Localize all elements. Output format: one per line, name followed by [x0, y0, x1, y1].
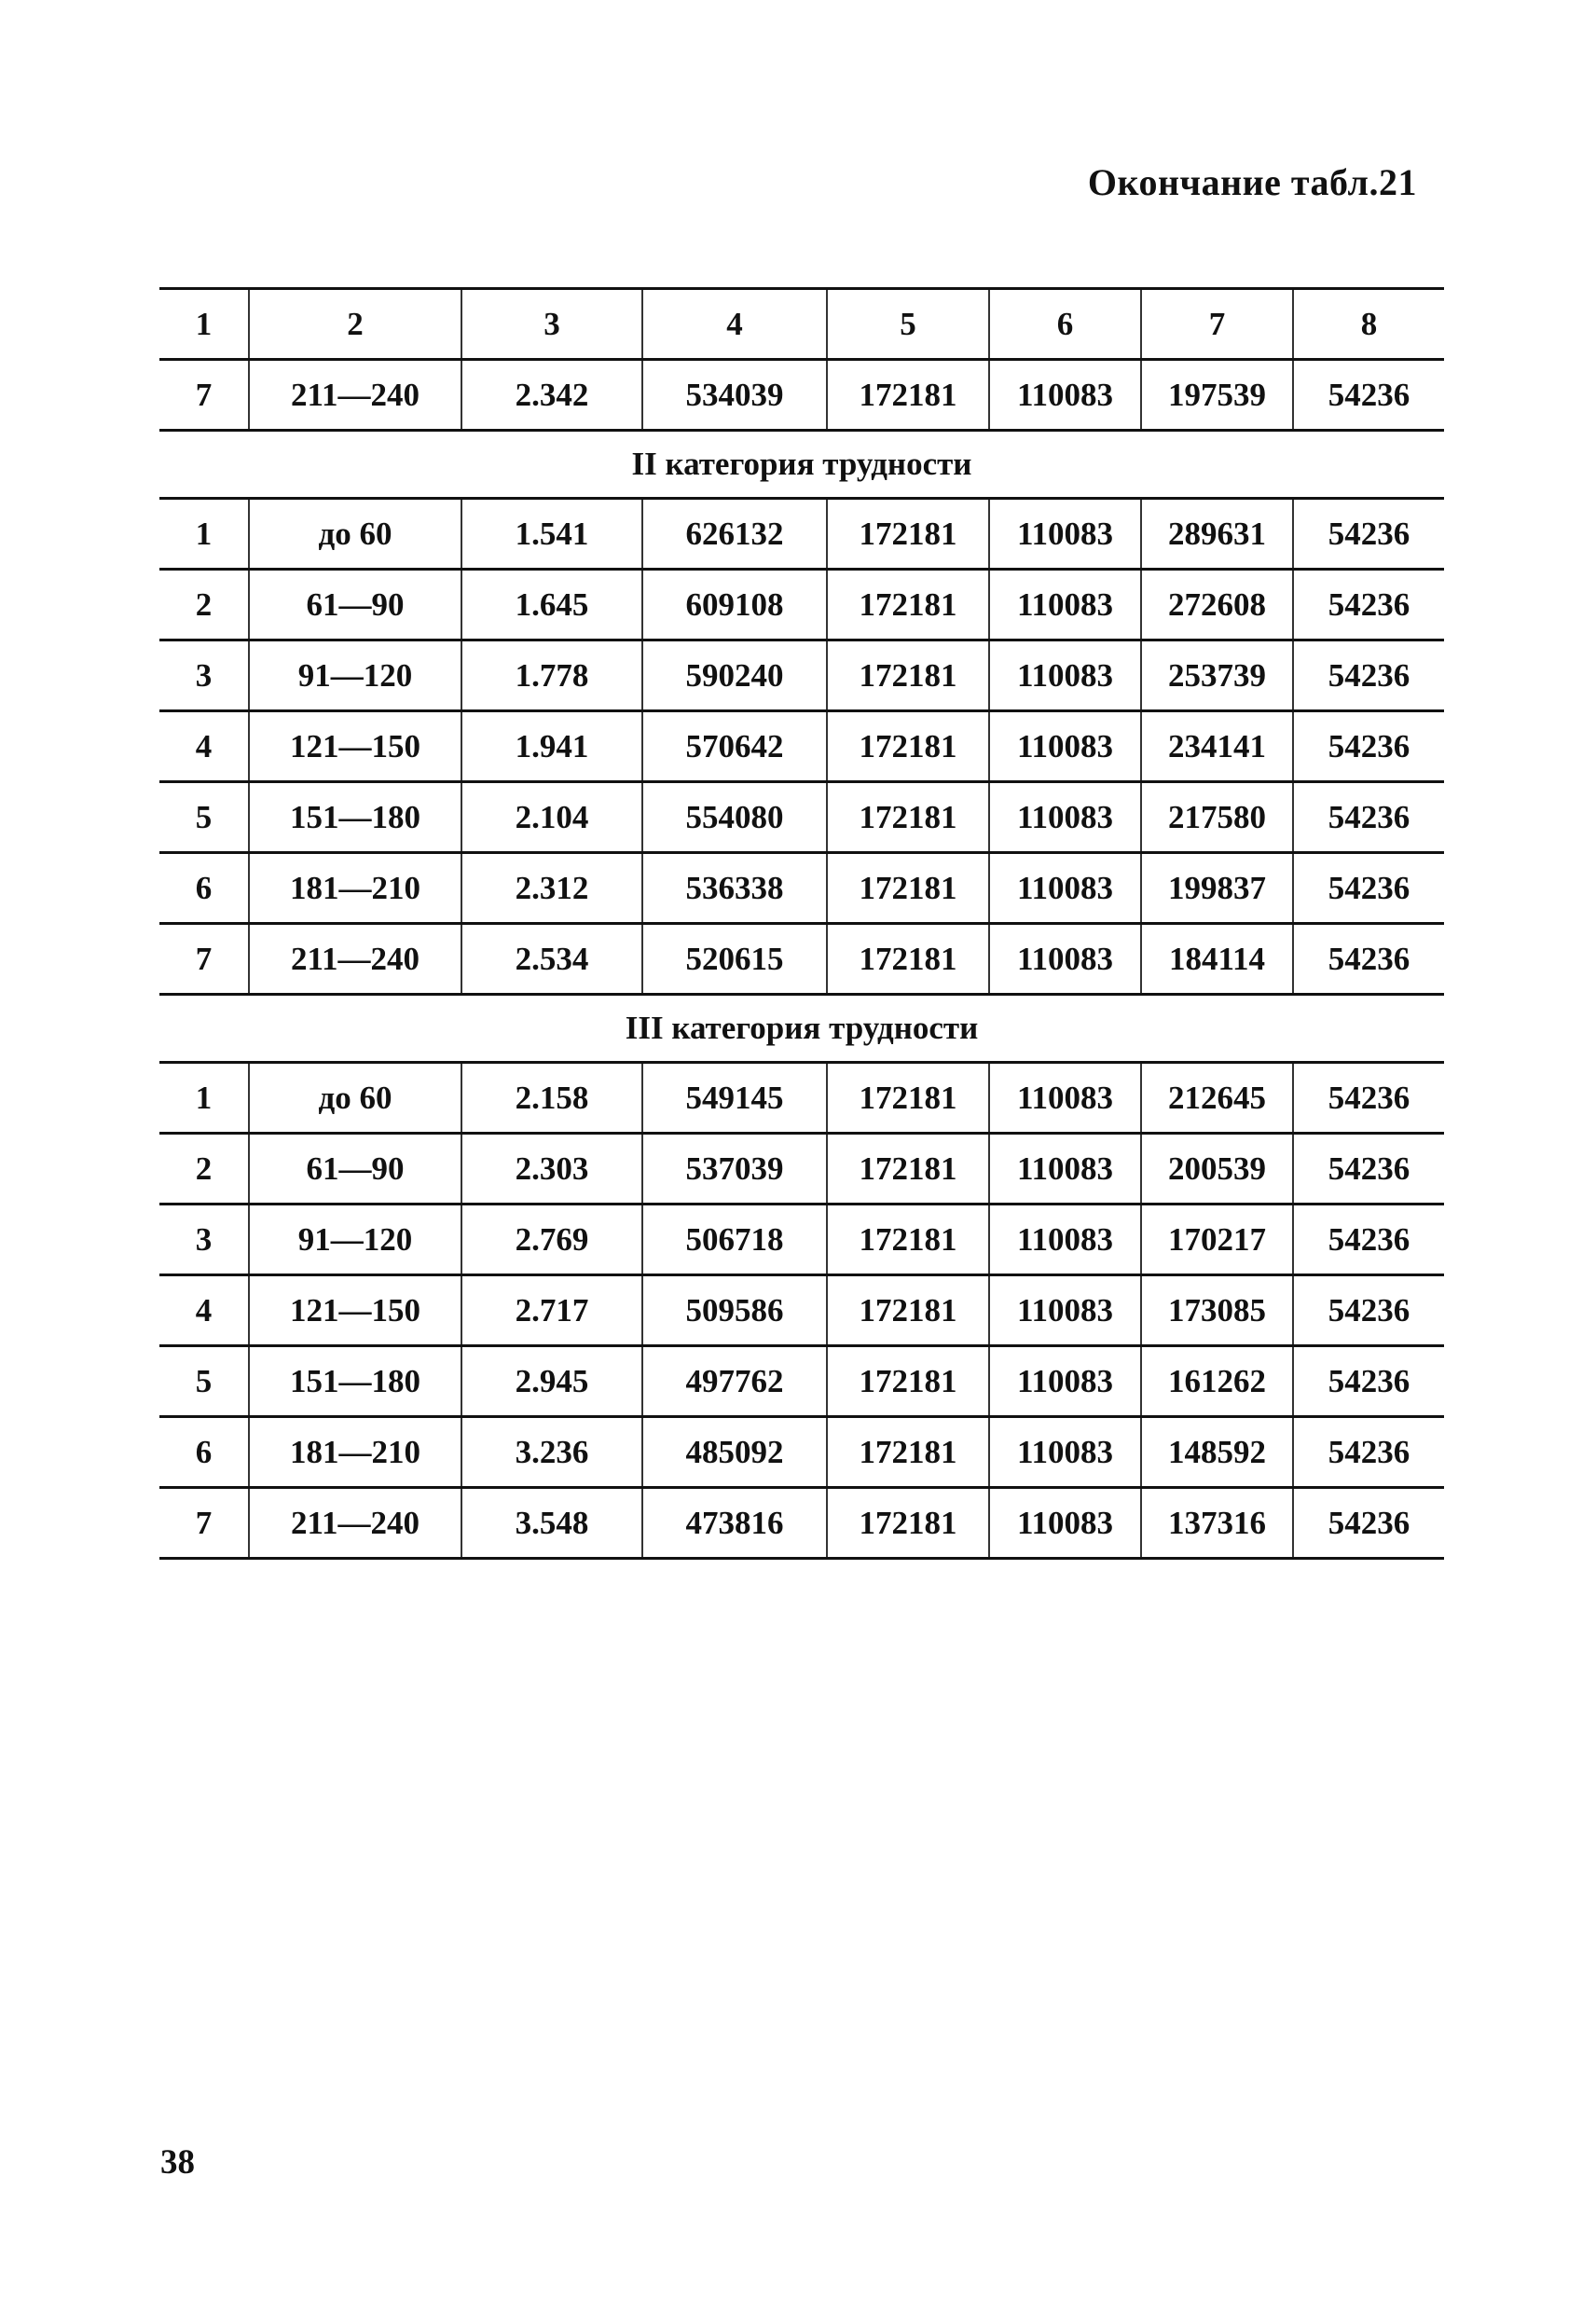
table-cell: 1 [159, 289, 249, 360]
table-cell: 54236 [1293, 570, 1444, 640]
table-row [159, 711, 1444, 782]
table-cell: 110083 [989, 1063, 1141, 1134]
table-cell: 485092 [642, 1417, 827, 1488]
table-cell: 1.645 [461, 570, 642, 640]
table-cell: 272608 [1141, 570, 1293, 640]
section-heading-row [159, 995, 1444, 1063]
table-cell: 2.945 [461, 1346, 642, 1417]
section-heading: III категория трудности [159, 995, 1444, 1063]
table-row [159, 782, 1444, 853]
table-row [159, 1346, 1444, 1417]
table-cell: 7 [159, 360, 249, 431]
table-cell: 172181 [827, 1417, 989, 1488]
table-cell: 173085 [1141, 1275, 1293, 1346]
table-cell: 161262 [1141, 1346, 1293, 1417]
table-cell: 3.548 [461, 1488, 642, 1559]
table-cell: 110083 [989, 782, 1141, 853]
table-cell: до 60 [249, 499, 461, 570]
section-heading-row [159, 431, 1444, 499]
table-cell: 172181 [827, 924, 989, 995]
table-cell: 6 [159, 853, 249, 924]
table-row [159, 1063, 1444, 1134]
table-cell: 626132 [642, 499, 827, 570]
table-cell: 289631 [1141, 499, 1293, 570]
table-cell: 110083 [989, 360, 1141, 431]
table-cell: 110083 [989, 570, 1141, 640]
table-cell: 172181 [827, 853, 989, 924]
table-cell: 151—180 [249, 782, 461, 853]
table-cell: 3 [159, 640, 249, 711]
table-cell: 54236 [1293, 711, 1444, 782]
table-cell: 61—90 [249, 570, 461, 640]
table-cell: 6 [159, 1417, 249, 1488]
table-cell: 172181 [827, 1488, 989, 1559]
table-cell: 172181 [827, 360, 989, 431]
table-cell: 54236 [1293, 1205, 1444, 1275]
table-cell: 2.717 [461, 1275, 642, 1346]
table-cell: 54236 [1293, 499, 1444, 570]
table-cell: 172181 [827, 711, 989, 782]
table-cell: до 60 [249, 1063, 461, 1134]
table-cell: 5 [159, 782, 249, 853]
table-cell: 234141 [1141, 711, 1293, 782]
table-cell: 211—240 [249, 360, 461, 431]
table-cell: 200539 [1141, 1134, 1293, 1205]
table-row [159, 640, 1444, 711]
table-cell: 536338 [642, 853, 827, 924]
table-cell: 509586 [642, 1275, 827, 1346]
table-cell: 151—180 [249, 1346, 461, 1417]
table-cell: 2.342 [461, 360, 642, 431]
table-cell: 2.312 [461, 853, 642, 924]
page-number: 38 [160, 2143, 195, 2182]
table-cell: 110083 [989, 711, 1141, 782]
table-cell: 54236 [1293, 1063, 1444, 1134]
table-cell: 54236 [1293, 1275, 1444, 1346]
header-row [159, 289, 1444, 360]
table-cell: 181—210 [249, 853, 461, 924]
table-cell: 1.541 [461, 499, 642, 570]
table-cell: 61—90 [249, 1134, 461, 1205]
table-cell: 110083 [989, 924, 1141, 995]
table-cell: 110083 [989, 1417, 1141, 1488]
table-cell: 497762 [642, 1346, 827, 1417]
table-cell: 121—150 [249, 711, 461, 782]
table-cell: 537039 [642, 1134, 827, 1205]
table-cell: 54236 [1293, 1134, 1444, 1205]
table-cell: 534039 [642, 360, 827, 431]
table-cell: 172181 [827, 1134, 989, 1205]
table-row [159, 853, 1444, 924]
table-cell: 212645 [1141, 1063, 1293, 1134]
table-cell: 110083 [989, 1205, 1141, 1275]
table-cell: 5 [159, 1346, 249, 1417]
table-cell: 172181 [827, 1205, 989, 1275]
table-cell: 172181 [827, 570, 989, 640]
table-cell: 110083 [989, 1134, 1141, 1205]
table-cell: 253739 [1141, 640, 1293, 711]
table-row [159, 570, 1444, 640]
table-row [159, 924, 1444, 995]
table-cell: 1.941 [461, 711, 642, 782]
table-cell: 2.769 [461, 1205, 642, 1275]
table-cell: 172181 [827, 1063, 989, 1134]
table-cell: 1 [159, 1063, 249, 1134]
table-cell: 211—240 [249, 1488, 461, 1559]
table-cell: 2.303 [461, 1134, 642, 1205]
table-cell: 2.158 [461, 1063, 642, 1134]
table-cell: 3 [461, 289, 642, 360]
table-cell: 2.104 [461, 782, 642, 853]
table-cell: 7 [159, 924, 249, 995]
table-cell: 110083 [989, 853, 1141, 924]
table-cell: 4 [642, 289, 827, 360]
section-heading: II категория трудности [159, 431, 1444, 499]
table-row [159, 1134, 1444, 1205]
table-cell: 110083 [989, 1275, 1141, 1346]
table-row [159, 1205, 1444, 1275]
table-cell: 197539 [1141, 360, 1293, 431]
table-row [159, 1417, 1444, 1488]
table-cell: 184114 [1141, 924, 1293, 995]
table-cell: 54236 [1293, 924, 1444, 995]
table-cell: 554080 [642, 782, 827, 853]
table-cell: 211—240 [249, 924, 461, 995]
table-cell: 91—120 [249, 1205, 461, 1275]
table-cell: 148592 [1141, 1417, 1293, 1488]
table-cell: 170217 [1141, 1205, 1293, 1275]
table-cell: 7 [1141, 289, 1293, 360]
table-cell: 7 [159, 1488, 249, 1559]
table-cell: 5 [827, 289, 989, 360]
table-cell: 4 [159, 1275, 249, 1346]
table-cell: 110083 [989, 499, 1141, 570]
table-cell: 217580 [1141, 782, 1293, 853]
table-cell: 506718 [642, 1205, 827, 1275]
table-cell: 172181 [827, 499, 989, 570]
table-cell: 54236 [1293, 360, 1444, 431]
table-cell: 54236 [1293, 1488, 1444, 1559]
table-cell: 121—150 [249, 1275, 461, 1346]
table-cell: 2 [159, 1134, 249, 1205]
table-cell: 54236 [1293, 853, 1444, 924]
table-cell: 3 [159, 1205, 249, 1275]
table-row [159, 499, 1444, 570]
table-cell: 1.778 [461, 640, 642, 711]
table-cell: 91—120 [249, 640, 461, 711]
table-caption: Окончание табл.21 [1087, 161, 1417, 203]
table-row [159, 1275, 1444, 1346]
table-cell: 54236 [1293, 1417, 1444, 1488]
table-cell: 199837 [1141, 853, 1293, 924]
table-cell: 6 [989, 289, 1141, 360]
table-cell: 2 [249, 289, 461, 360]
table-cell: 520615 [642, 924, 827, 995]
table-row [159, 360, 1444, 431]
table-cell: 8 [1293, 289, 1444, 360]
data-table [159, 287, 1444, 1560]
table-cell: 110083 [989, 1346, 1141, 1417]
table-cell: 3.236 [461, 1417, 642, 1488]
table-cell: 473816 [642, 1488, 827, 1559]
table-cell: 54236 [1293, 1346, 1444, 1417]
table-row [159, 1488, 1444, 1559]
table-cell: 2 [159, 570, 249, 640]
table-cell: 1 [159, 499, 249, 570]
table-cell: 590240 [642, 640, 827, 711]
table-cell: 172181 [827, 1275, 989, 1346]
table-cell: 172181 [827, 1346, 989, 1417]
table-cell: 2.534 [461, 924, 642, 995]
table-cell: 172181 [827, 782, 989, 853]
table-cell: 54236 [1293, 640, 1444, 711]
table-cell: 549145 [642, 1063, 827, 1134]
table-cell: 609108 [642, 570, 827, 640]
table-cell: 4 [159, 711, 249, 782]
table-cell: 54236 [1293, 782, 1444, 853]
table-cell: 110083 [989, 640, 1141, 711]
table-cell: 172181 [827, 640, 989, 711]
table-cell: 181—210 [249, 1417, 461, 1488]
table-cell: 137316 [1141, 1488, 1293, 1559]
table-cell: 570642 [642, 711, 827, 782]
table-cell: 110083 [989, 1488, 1141, 1559]
